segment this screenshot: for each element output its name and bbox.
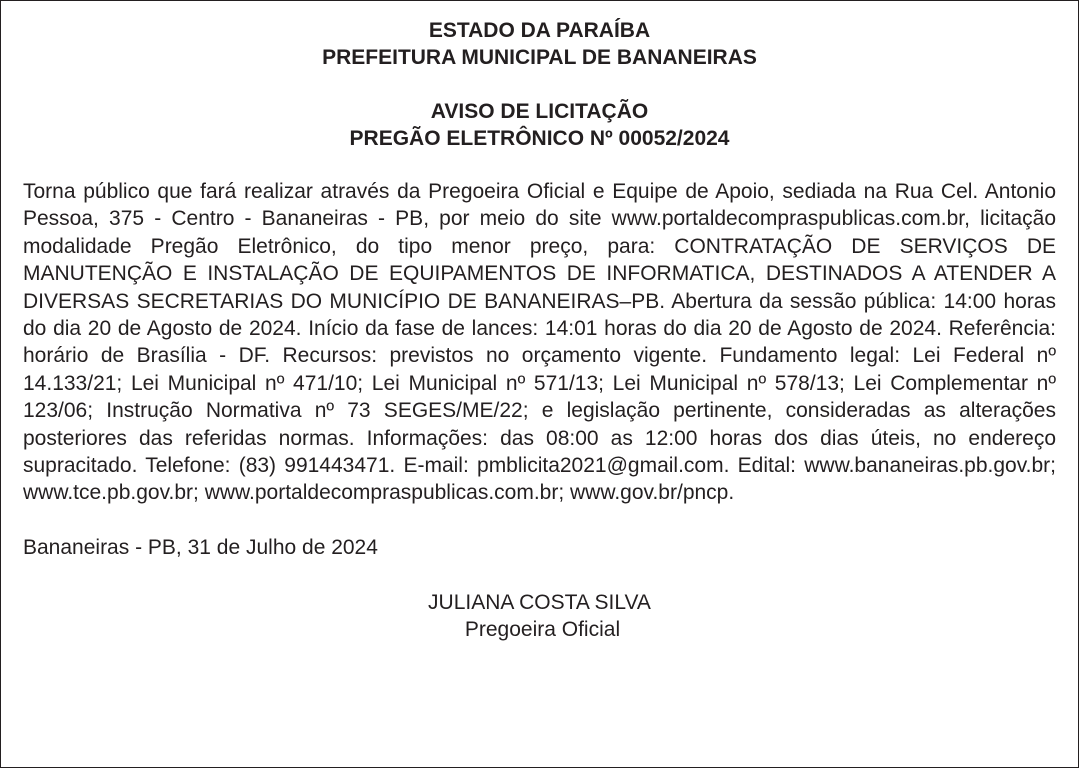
process-number: PREGÃO ELETRÔNICO Nº 00052/2024 [349,127,730,150]
signature-block [23,589,1056,643]
state-name: ESTADO DA PARAÍBA [428,19,651,42]
notice-title: AVISO DE LICITAÇÃO [430,100,649,123]
signatory-role: Pregoeira Oficial [464,617,621,641]
signatory-name: JULIANA COSTA SILVA [428,590,651,614]
notice-body: Torna público que fará realizar através da Pregoeira Oficial e Equipe de Apoio, sediada na Rua Cel. Antonio Pessoa, 375 - Centro - Bananeiras - PB, por meio do site www.portaldecompraspublicas.com.br, licitação modalidade Pregão Eletrônico, do tipo menor preço, para: CONTRATAÇÃO DE SERVIÇOS DE MANUTENÇÃO E INSTALAÇÃO DE EQUIPAMENTOS DE INFORMATICA, DESTINADOS A ATENDER A DIVERSAS SECRETARIAS DO MUNICÍPIO DE BANANEIRAS–PB. Abertura da sessão pública: 14:00 horas do dia 20 de Agosto de 2024. Início da fase de lances: 14:01 horas do dia 20 de Agosto de 2024. Referência: horário de Brasília - DF. Recursos: previstos no orçamento vigente. Fundamento legal: Lei Federal nº 14.133/21; Lei Municipal nº 471/10; Lei Municipal nº 571/13; Lei Municipal nº 578/13; Lei Complementar nº 123/06; Instrução Normativa nº 73 SEGES/ME/22; e legislação pertinente, consideradas as alterações posteriores das referidas normas. Informações: das 08:00 as 12:00 horas dos dias úteis, no endereço supracitado. Telefone: (83) 991443471. E-mail: pmblicita2021@gmail.com. Edital: www.bananeiras.pb.gov.br; www.tce.pb.gov.br; www.portaldecompraspublicas.com.br; www.gov.br/pncp. [23,180,1056,505]
place-date: Bananeiras - PB, 31 de Julho de 2024 [23,535,378,559]
municipality-name: PREFEITURA MUNICIPAL DE BANANEIRAS [322,46,757,69]
notice-header [23,17,1056,152]
